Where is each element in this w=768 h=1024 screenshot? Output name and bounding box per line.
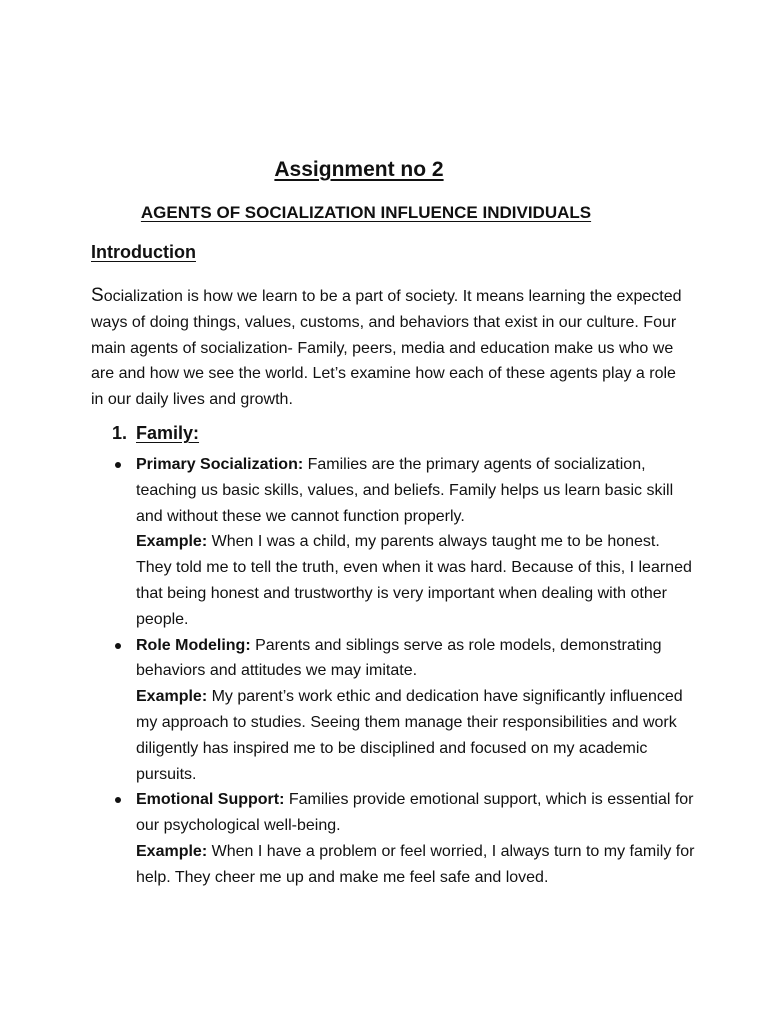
document-title: Assignment no 2: [274, 158, 444, 181]
section-number: 1.: [112, 423, 128, 443]
section-title: Family:: [136, 423, 200, 443]
example-text: When I was a child, my parents always taught me to be honest. They told me to tell the truth, even when it was hard. Because of this, I learned that being honest and trustworthy is very important when dealing with other people.: [136, 533, 692, 628]
introduction-paragraph: [91, 283, 691, 413]
bullet-text: Families provide emotional support, which is essential for our psychological well-being.: [136, 791, 694, 835]
document-subtitle: AGENTS OF SOCIALIZATION INFLUENCE INDIVIDUALS: [140, 203, 592, 222]
introduction-first-letter: S: [91, 285, 104, 306]
bullet-icon: [115, 643, 121, 649]
bullet-text: Families are the primary agents of socialization, teaching us basic skills, values, and beliefs. Family helps us learn basic skill and without these we cannot function properly.: [136, 456, 674, 525]
example-text: When I have a problem or feel worried, I always turn to my family for help. They cheer me up and make me feel safe and loved.: [136, 842, 695, 886]
example-text: My parent’s work ethic and dedication have significantly influenced my approach to studies. Seeing them manage their responsibilities and work diligently has inspired me to be disciplined and focused on my academic pursuits.: [136, 688, 683, 783]
bullet-icon: [115, 462, 121, 468]
introduction-text: ocialization is how we learn to be a part of society. It means learning the expected ways of doing things, values, customs, and behaviors that exist in our culture. Four main agents of socialization- Family, peers, media and education make us who we are and how we see the world. Let’s examine how each of these agents play a role in our daily lives and growth.: [91, 288, 682, 409]
list-item: [136, 633, 696, 788]
introduction-heading: Introduction: [91, 242, 196, 262]
bullet-term: Role Modeling:: [136, 636, 251, 654]
section-heading-family: [112, 423, 199, 444]
example-label: Example:: [136, 842, 208, 860]
example-label: Example:: [136, 533, 208, 551]
bullet-icon: [115, 797, 121, 803]
bullet-text: Parents and siblings serve as role models, demonstrating behaviors and attitudes we may imitate.: [136, 636, 662, 680]
example-label: Example:: [136, 688, 208, 706]
family-bullet-list: [136, 452, 696, 891]
bullet-term: Emotional Support:: [136, 791, 285, 809]
bullet-term: Primary Socialization:: [136, 456, 304, 473]
list-item: [136, 452, 696, 633]
list-item: [136, 787, 696, 890]
